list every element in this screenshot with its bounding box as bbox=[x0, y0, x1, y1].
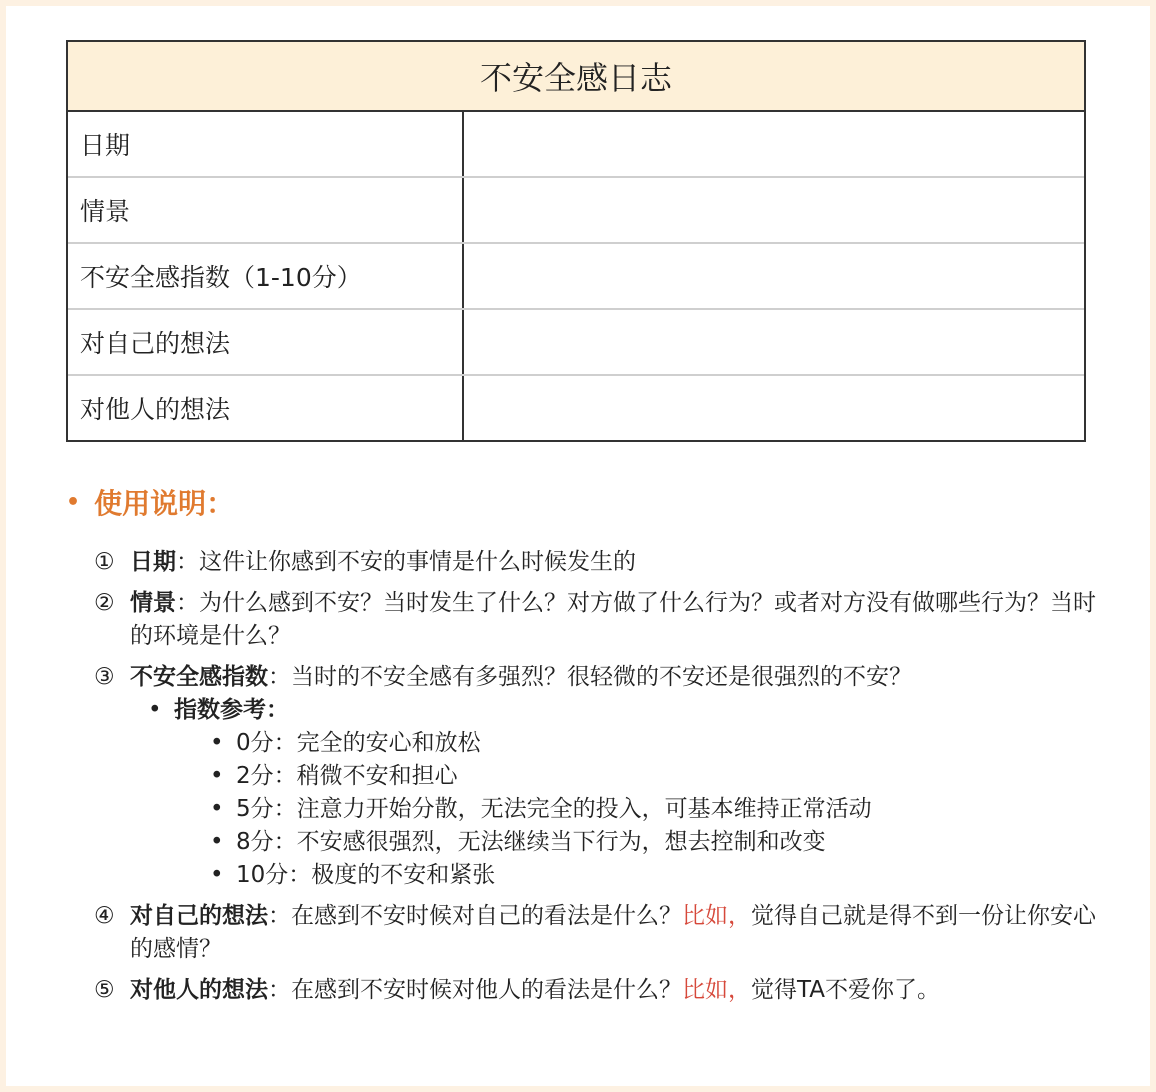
index-level bbox=[94, 727, 1106, 760]
item-term: 日期 bbox=[130, 549, 176, 575]
instructions-list bbox=[66, 546, 1106, 1007]
bullet-icon: • bbox=[210, 829, 224, 855]
index-level-text: 10分：极度的不安和紧张 bbox=[236, 862, 496, 888]
instructions-section bbox=[66, 480, 1106, 1015]
item-text: 这件让你感到不安的事情是什么时候发生的 bbox=[199, 549, 636, 575]
table-row-situation bbox=[68, 178, 1084, 244]
bullet-icon: • bbox=[210, 730, 224, 756]
item-separator: ： bbox=[268, 664, 291, 690]
instruction-item-others-thoughts bbox=[94, 974, 1106, 1007]
item-separator: ： bbox=[268, 903, 291, 929]
page-card bbox=[6, 6, 1150, 1086]
row-value-cell[interactable] bbox=[464, 112, 1084, 176]
example-marker: 比如， bbox=[682, 903, 751, 929]
row-label: 不安全感指数（1-10分） bbox=[68, 244, 464, 308]
index-level bbox=[94, 859, 1106, 892]
instruction-item-situation bbox=[94, 587, 1106, 653]
table-row-others-thoughts bbox=[68, 376, 1084, 440]
bullet-icon: • bbox=[148, 697, 162, 723]
index-level-text: 5分：注意力开始分散，无法完全的投入，可基本维持正常活动 bbox=[236, 796, 872, 822]
item-term: 对自己的想法 bbox=[130, 903, 268, 929]
item-term: 对他人的想法 bbox=[130, 977, 268, 1003]
index-level-text: 0分：完全的安心和放松 bbox=[236, 730, 481, 756]
index-reference-label: 指数参考： bbox=[174, 697, 289, 723]
example-marker: 比如， bbox=[682, 977, 751, 1003]
index-level bbox=[94, 793, 1106, 826]
index-level bbox=[94, 826, 1106, 859]
item-number: ② bbox=[94, 590, 115, 616]
row-value-cell[interactable] bbox=[464, 376, 1084, 440]
table-row-index bbox=[68, 244, 1084, 310]
bullet-icon: • bbox=[210, 796, 224, 822]
item-text: 当时的不安全感有多强烈？很轻微的不安还是很强烈的不安？ bbox=[291, 664, 912, 690]
bullet-icon: • bbox=[66, 489, 81, 515]
item-separator: ： bbox=[176, 590, 199, 616]
bullet-icon: • bbox=[210, 763, 224, 789]
row-value-cell[interactable] bbox=[464, 310, 1084, 374]
row-value-cell[interactable] bbox=[464, 178, 1084, 242]
row-label: 情景 bbox=[68, 178, 464, 242]
index-level bbox=[94, 760, 1106, 793]
row-label: 对自己的想法 bbox=[68, 310, 464, 374]
row-label: 对他人的想法 bbox=[68, 376, 464, 440]
item-separator: ： bbox=[268, 977, 291, 1003]
item-number: ① bbox=[94, 549, 115, 575]
insecurity-log-table bbox=[66, 40, 1086, 442]
item-text: 为什么感到不安？当时发生了什么？对方做了什么行为？或者对方没有做哪些行为？当时的环境是什么？ bbox=[130, 590, 1096, 649]
item-text-continued: 觉得自己就是得不到一份让你安心的感情？ bbox=[130, 903, 1096, 962]
table-row-self-thoughts bbox=[68, 310, 1084, 376]
item-text: 在感到不安时候对他人的看法是什么？ bbox=[291, 977, 682, 1003]
item-number: ⑤ bbox=[94, 977, 115, 1003]
instruction-item-index bbox=[94, 661, 1106, 694]
item-text: 在感到不安时候对自己的看法是什么？ bbox=[291, 903, 682, 929]
row-label: 日期 bbox=[68, 112, 464, 176]
row-value-cell[interactable] bbox=[464, 244, 1084, 308]
index-level-text: 2分：稍微不安和担心 bbox=[236, 763, 458, 789]
item-number: ④ bbox=[94, 903, 115, 929]
item-number: ③ bbox=[94, 664, 115, 690]
instruction-item-date bbox=[94, 546, 1106, 579]
instructions-heading-text: 使用说明： bbox=[94, 487, 235, 520]
item-term: 情景 bbox=[130, 590, 176, 616]
instruction-item-self-thoughts bbox=[94, 900, 1106, 966]
item-text-continued: 觉得TA不爱你了。 bbox=[751, 977, 940, 1003]
table-title: 不安全感日志 bbox=[68, 42, 1084, 112]
item-separator: ： bbox=[176, 549, 199, 575]
index-reference bbox=[94, 694, 1106, 727]
instructions-heading bbox=[66, 480, 1106, 524]
item-term: 不安全感指数 bbox=[130, 664, 268, 690]
table-row-date bbox=[68, 112, 1084, 178]
bullet-icon: • bbox=[210, 862, 224, 888]
index-level-text: 8分：不安感很强烈，无法继续当下行为，想去控制和改变 bbox=[236, 829, 826, 855]
